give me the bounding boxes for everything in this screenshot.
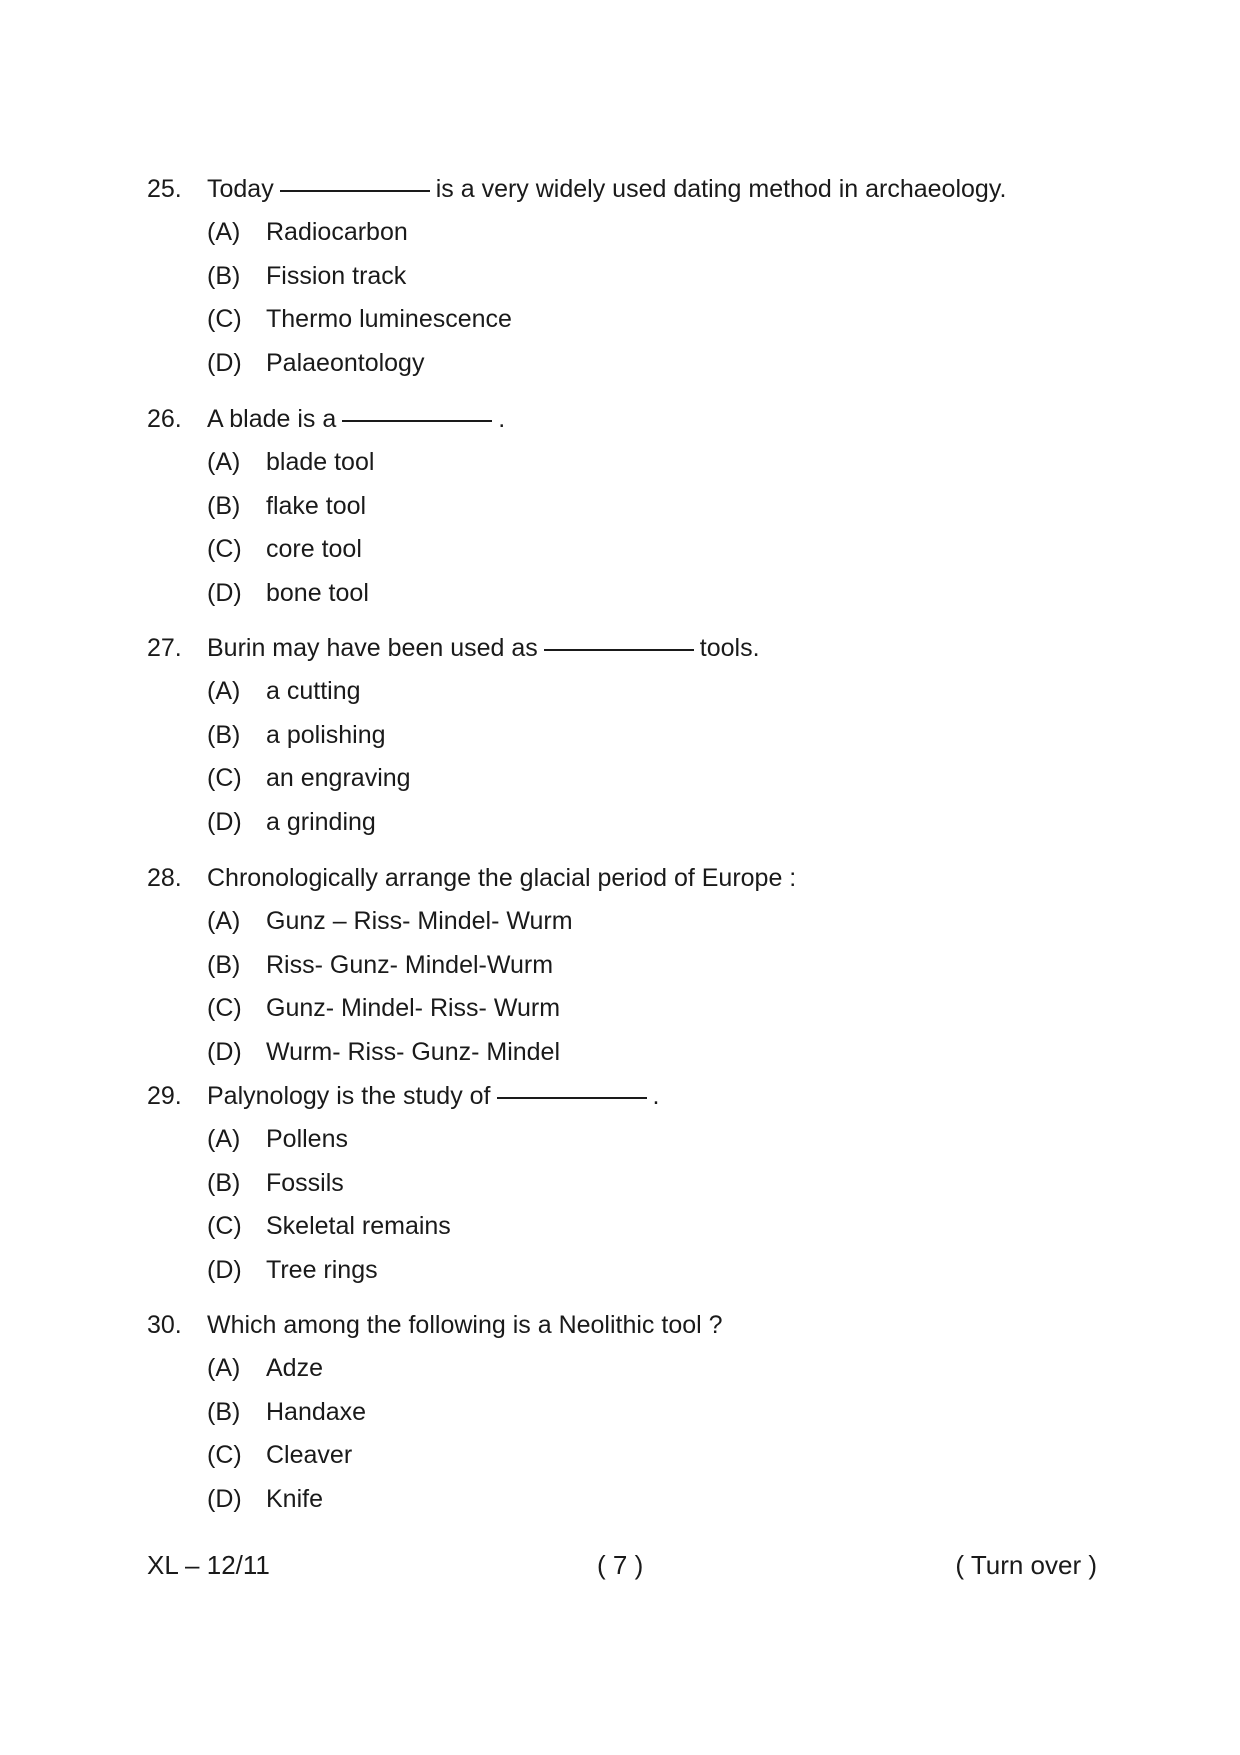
option-d	[147, 576, 1107, 610]
question-stem-line	[147, 1308, 1107, 1342]
fill-in-blank	[497, 1096, 647, 1099]
fill-in-blank	[544, 648, 694, 651]
option-label: (D)	[207, 578, 242, 607]
stem-before: Today	[207, 175, 274, 203]
stem-before: Palynology is the study of	[207, 1082, 491, 1110]
options-list	[147, 215, 1107, 380]
stem-before: Which among the following is a Neolithic tool ?	[207, 1311, 723, 1339]
option-text: Handaxe	[266, 1397, 367, 1426]
option-c	[147, 302, 1107, 336]
option-d	[147, 346, 1107, 380]
question-number: 26.	[147, 405, 182, 433]
options-list	[147, 1122, 1107, 1287]
options-list	[147, 1351, 1107, 1516]
option-text: a cutting	[266, 677, 361, 705]
option-b	[147, 1395, 1107, 1429]
question-stem-line	[147, 402, 1107, 436]
option-text: a grinding	[266, 807, 376, 836]
stem-before: A blade is a	[207, 405, 337, 433]
question-text	[207, 1079, 659, 1113]
option-label: (A)	[207, 677, 241, 705]
question-number: 25.	[147, 175, 182, 203]
option-text: Wurm- Riss- Gunz- Mindel	[266, 1037, 561, 1066]
option-text: a polishing	[266, 720, 386, 749]
stem-after: is a very widely used dating method in archaeology.	[435, 175, 1007, 203]
fill-in-blank	[342, 419, 492, 422]
option-text: Pollens	[266, 1125, 348, 1153]
option-label: (A)	[207, 218, 241, 246]
question-stem-line	[147, 172, 1107, 206]
option-text: Fossils	[266, 1168, 344, 1197]
option-label: (B)	[207, 261, 241, 290]
option-label: (B)	[207, 720, 241, 749]
option-a	[147, 445, 1107, 479]
options-list	[147, 445, 1107, 610]
option-b	[147, 948, 1107, 982]
question-text	[207, 172, 1006, 206]
question-number: 29.	[147, 1082, 182, 1110]
fill-in-blank	[280, 189, 430, 192]
option-label: (C)	[207, 1212, 242, 1241]
option-label: (D)	[207, 1484, 242, 1513]
option-text: blade tool	[266, 448, 375, 476]
option-text: Skeletal remains	[266, 1212, 451, 1241]
stem-after: tools.	[699, 634, 760, 662]
option-text: core tool	[266, 535, 362, 564]
option-a	[147, 1351, 1107, 1385]
option-text: Knife	[266, 1484, 323, 1513]
option-a	[147, 674, 1107, 708]
option-c	[147, 1209, 1107, 1243]
option-text: Radiocarbon	[266, 218, 408, 246]
stem-after: .	[652, 1082, 660, 1110]
option-label: (B)	[207, 491, 241, 520]
option-label: (A)	[207, 907, 241, 935]
option-label: (D)	[207, 807, 242, 836]
exam-code: XL – 12/11	[147, 1550, 270, 1580]
question-29	[147, 1079, 1107, 1296]
question-text	[207, 402, 505, 436]
option-c	[147, 1438, 1107, 1472]
option-d	[147, 1482, 1107, 1516]
option-d	[147, 805, 1107, 839]
option-a	[147, 904, 1107, 938]
question-30	[147, 1308, 1107, 1525]
question-number: 30.	[147, 1311, 182, 1339]
question-stem-line	[147, 631, 1107, 665]
stem-before: Burin may have been used as	[207, 634, 538, 662]
option-label: (C)	[207, 764, 242, 793]
stem-after: .	[498, 405, 506, 433]
option-label: (C)	[207, 535, 242, 564]
question-stem-line	[147, 1079, 1107, 1113]
option-label: (D)	[207, 1255, 242, 1284]
question-28	[147, 861, 1107, 1078]
option-text: Gunz – Riss- Mindel- Wurm	[266, 907, 573, 935]
option-label: (D)	[207, 1037, 242, 1066]
option-label: (B)	[207, 1168, 241, 1197]
page-footer	[147, 1547, 1097, 1583]
option-b	[147, 1166, 1107, 1200]
option-a	[147, 1122, 1107, 1156]
option-text: flake tool	[266, 491, 367, 520]
option-text: bone tool	[266, 578, 369, 607]
question-27	[147, 631, 1107, 848]
question-26	[147, 402, 1107, 619]
option-text: Palaeontology	[266, 348, 425, 377]
question-stem-line	[147, 861, 1107, 895]
option-b	[147, 718, 1107, 752]
option-label: (C)	[207, 305, 242, 334]
option-label: (B)	[207, 1397, 241, 1426]
options-list	[147, 904, 1107, 1069]
option-text: Cleaver	[266, 1441, 353, 1470]
option-a	[147, 215, 1107, 249]
option-b	[147, 489, 1107, 523]
option-label: (D)	[207, 348, 242, 377]
question-text	[207, 1308, 723, 1342]
option-text: Tree rings	[266, 1255, 378, 1284]
stem-before: Chronologically arrange the glacial period of Europe :	[207, 864, 797, 892]
option-text: Fission track	[266, 261, 407, 290]
turn-over-note: ( Turn over )	[955, 1550, 1097, 1580]
option-label: (A)	[207, 1125, 241, 1153]
option-c	[147, 761, 1107, 795]
option-label: (A)	[207, 1354, 241, 1382]
option-c	[147, 532, 1107, 566]
option-c	[147, 991, 1107, 1025]
options-list	[147, 674, 1107, 839]
option-text: Thermo luminescence	[266, 305, 512, 334]
option-label: (B)	[207, 950, 241, 979]
option-text: Riss- Gunz- Mindel-Wurm	[266, 950, 554, 979]
option-text: Gunz- Mindel- Riss- Wurm	[266, 994, 561, 1023]
page-number: ( 7 )	[597, 1550, 644, 1580]
option-d	[147, 1253, 1107, 1287]
option-d	[147, 1035, 1107, 1069]
option-text: Adze	[266, 1354, 323, 1382]
question-number: 27.	[147, 634, 182, 662]
option-b	[147, 259, 1107, 293]
question-number: 28.	[147, 864, 182, 892]
option-label: (C)	[207, 1441, 242, 1470]
option-text: an engraving	[266, 764, 411, 793]
question-text	[207, 861, 796, 895]
option-label: (A)	[207, 448, 241, 476]
option-label: (C)	[207, 994, 242, 1023]
question-25	[147, 172, 1107, 389]
question-text	[207, 631, 760, 665]
